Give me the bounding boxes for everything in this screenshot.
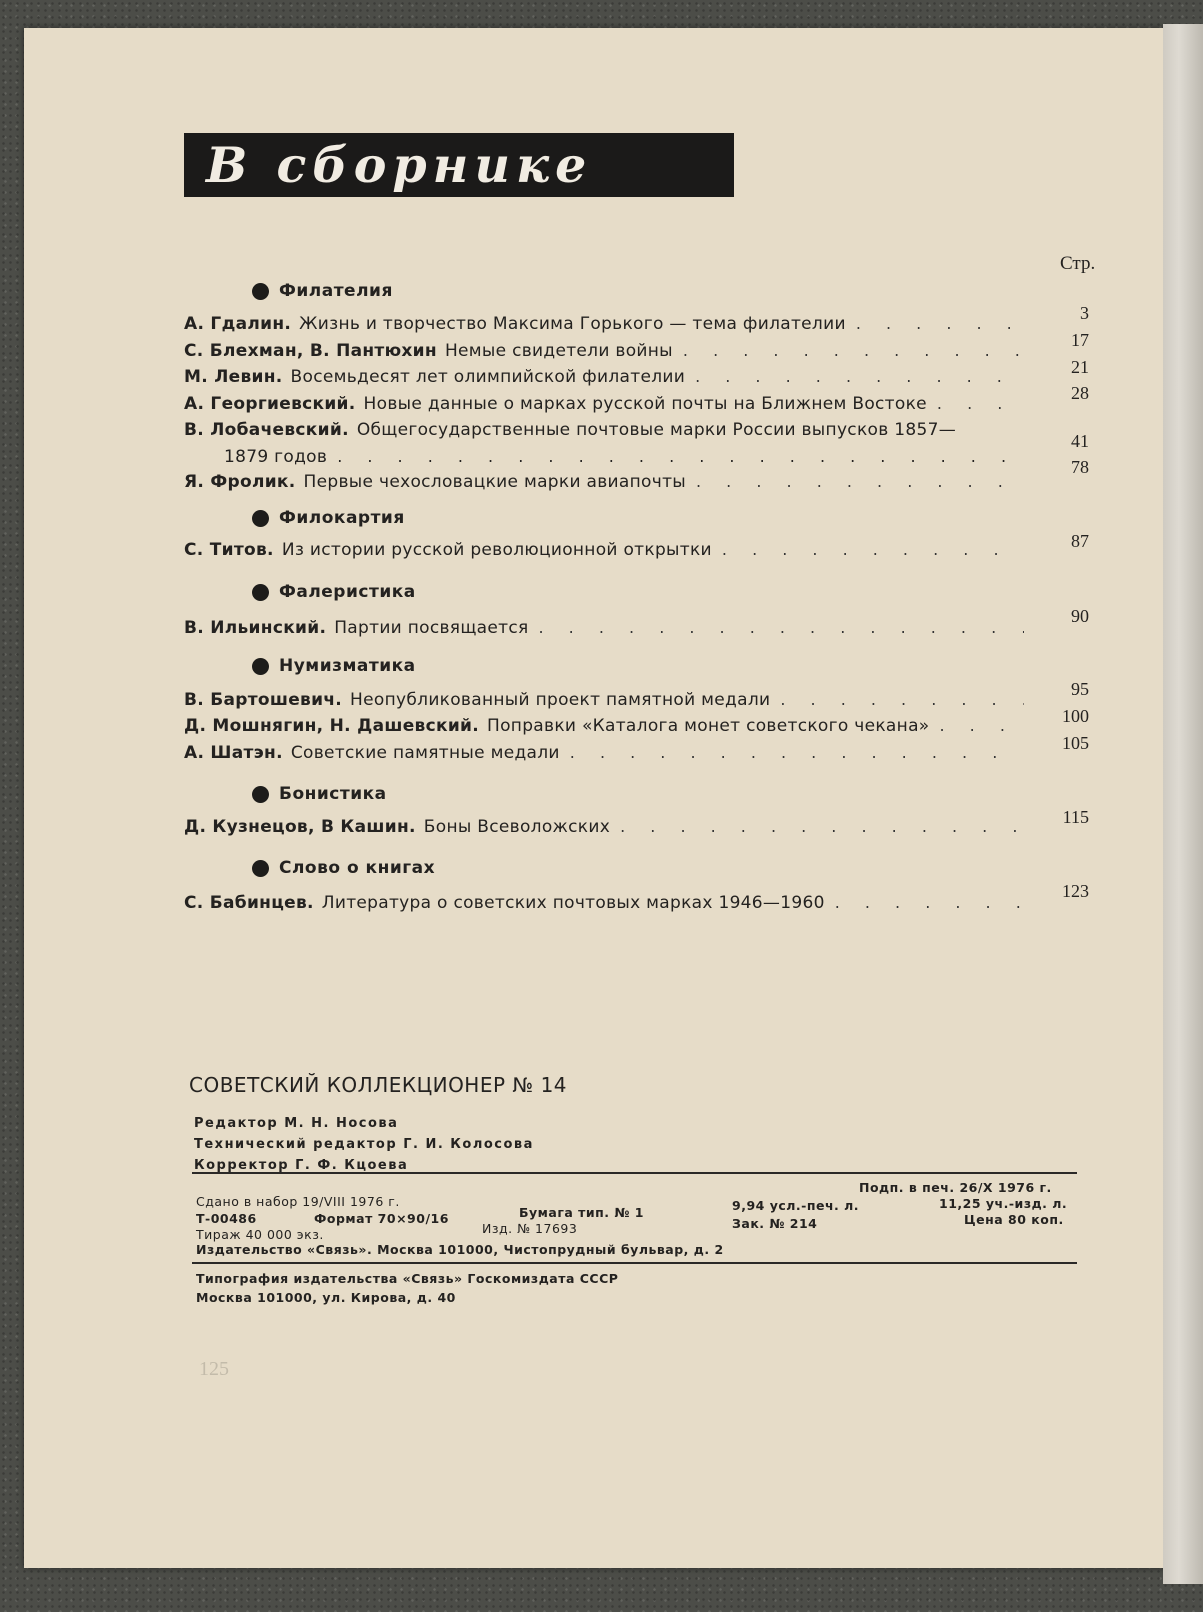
entry-author: А. Георгиевский.: [184, 394, 356, 414]
leader-dots: [835, 893, 1024, 912]
entry-author: Д. Кузнецов, В Кашин.: [184, 817, 416, 837]
leader-dots: [856, 314, 1024, 333]
entry-title: Партии посвящается: [334, 618, 529, 638]
entry-author: М. Левин.: [184, 367, 283, 387]
section-name: Филателия: [279, 281, 393, 301]
entry-page-number: 95: [1071, 679, 1089, 699]
leader-dots: [570, 743, 1024, 762]
divider-top: [192, 1172, 1077, 1174]
entry-page-number: 90: [1071, 606, 1089, 626]
section-heading: [252, 858, 435, 878]
entry-title: Немые свидетели войны: [444, 341, 673, 361]
section-heading: [252, 508, 405, 528]
bullet-icon: [252, 283, 269, 300]
section-name: Бонистика: [279, 784, 387, 804]
section-name: Нумизматика: [279, 656, 416, 676]
leader-dots: [337, 447, 1024, 466]
entry-title: Боны Всеволожских: [423, 817, 611, 837]
section-name: Филокартия: [279, 508, 405, 528]
toc-entry: [184, 893, 1024, 913]
toc-entry: [184, 472, 1024, 492]
section-heading: [252, 281, 393, 301]
imprint-uch: 11,25 уч.-изд. л.: [939, 1196, 1068, 1211]
imprint-sdano: Сдано в набор 19/VIII 1976 г.: [196, 1194, 400, 1209]
toc-entry: [184, 394, 1024, 414]
entry-title: Новые данные о марках русской почты на Ближнем Востоке: [363, 394, 927, 414]
toc-entry: [184, 540, 1024, 560]
entry-author: А. Шатэн.: [184, 743, 283, 763]
entry-title: Неопубликованный проект памятной медали: [350, 690, 771, 710]
entry-title: Поправки «Каталога монет советского чекана»: [487, 716, 930, 736]
entry-title: Восемьдесят лет олимпийской филателии: [290, 367, 686, 387]
leader-dots: [683, 341, 1024, 360]
bullet-icon: [252, 860, 269, 877]
entry-page-number: 100: [1062, 706, 1089, 726]
entry-title: Из истории русской революционной открытки: [281, 540, 712, 560]
entry-author: А. Гдалин.: [184, 314, 292, 334]
bullet-icon: [252, 786, 269, 803]
entry-title: Первые чехословацкие марки авиапочты: [303, 472, 686, 492]
imprint-printer-line2: Москва 101000, ул. Кирова, д. 40: [196, 1290, 456, 1305]
next-page-edge: [1163, 24, 1203, 1584]
section-name: Фалеристика: [279, 582, 416, 602]
toc-entry-continuation: [224, 447, 1024, 467]
section-heading: [252, 582, 416, 602]
heading-banner: [184, 133, 734, 197]
imprint-publisher: Издательство «Связь». Москва 101000, Чистопрудный бульвар, д. 2: [196, 1242, 724, 1257]
leader-dots: [939, 716, 1024, 735]
toc-entry: [184, 743, 1024, 763]
imprint-t-code: Т-00486: [196, 1211, 257, 1226]
entry-title: Советские памятные медали: [290, 743, 560, 763]
credit-corrector: Корректор Г. Ф. Кцоева: [194, 1158, 409, 1173]
entry-page-number: 3: [1080, 303, 1089, 323]
entry-title: Жизнь и творчество Максима Горького — тема филателии: [299, 314, 846, 334]
entry-author: В. Бартошевич.: [184, 690, 343, 710]
imprint-tirazh: Тираж 40 000 экз.: [196, 1227, 324, 1242]
entry-title: Литература о советских почтовых марках 1946—1960: [321, 893, 825, 913]
series-title: СОВЕТСКИЙ КОЛЛЕКЦИОНЕР № 14: [189, 1073, 568, 1097]
imprint-usl: 9,94 усл.-печ. л.: [732, 1198, 860, 1213]
divider-bottom: [192, 1262, 1077, 1264]
entry-page-number: 21: [1071, 357, 1089, 377]
credit-tech-editor: Технический редактор Г. И. Колосова: [194, 1137, 534, 1152]
entry-page-number: 123: [1062, 881, 1089, 901]
section-heading: [252, 784, 387, 804]
entry-page-number: 17: [1071, 330, 1089, 350]
entry-page-number: 28: [1071, 383, 1089, 403]
entry-author: В. Ильинский.: [184, 618, 327, 638]
toc-entry: [184, 341, 1024, 361]
bullet-icon: [252, 584, 269, 601]
toc-entry: [184, 817, 1024, 837]
entry-page-number: 41: [1071, 431, 1089, 451]
leader-dots: [780, 690, 1024, 709]
entry-author: Д. Мошнягин, Н. Дашевский.: [184, 716, 479, 736]
entry-page-number: 78: [1071, 457, 1089, 477]
imprint-printer-line1: Типография издательства «Связь» Госкомиздата СССР: [196, 1271, 619, 1286]
entry-author: В. Лобачевский.: [184, 420, 349, 440]
entry-title-cont: 1879 годов: [224, 447, 328, 467]
entry-author: С. Блехман, В. Пантюхин: [184, 341, 437, 361]
entry-author: С. Бабинцев.: [184, 893, 314, 913]
page-column-label: Стр.: [1060, 253, 1096, 274]
toc-entry: [184, 314, 1024, 334]
document-page: [24, 28, 1169, 1568]
leader-dots: [620, 817, 1024, 836]
credit-editor: Редактор М. Н. Носова: [194, 1116, 399, 1131]
leader-dots: [539, 618, 1025, 637]
leader-dots: [695, 367, 1024, 386]
section-name: Слово о книгах: [279, 858, 436, 878]
credits-block: [194, 1113, 534, 1176]
bullet-icon: [252, 510, 269, 527]
entry-page-number: 105: [1062, 733, 1089, 753]
imprint-format: Формат 70×90/16: [314, 1211, 449, 1226]
section-heading: [252, 656, 416, 676]
entry-author: Я. Фролик.: [184, 472, 296, 492]
imprint-bumaga: Бумага тип. № 1: [519, 1205, 644, 1220]
toc-entry: [184, 716, 1024, 736]
toc-entry: [184, 618, 1024, 638]
leader-dots: [696, 472, 1024, 491]
entry-author: С. Титов.: [184, 540, 274, 560]
entry-page-number: 115: [1062, 807, 1089, 827]
faint-page-number: 125: [199, 1358, 229, 1380]
leader-dots: [937, 394, 1024, 413]
entry-title: Общегосударственные почтовые марки России выпусков 1857—: [356, 420, 957, 440]
imprint-tsena: Цена 80 коп.: [964, 1212, 1064, 1227]
entry-page-number: 87: [1071, 531, 1089, 551]
toc-entry: [184, 420, 1024, 440]
toc-entry: [184, 690, 1024, 710]
bullet-icon: [252, 658, 269, 675]
toc-entry: [184, 367, 1024, 387]
imprint-zak: Зак. № 214: [732, 1216, 818, 1231]
imprint-izd: Изд. № 17693: [482, 1221, 578, 1236]
imprint-podp: Подп. в печ. 26/X 1976 г.: [859, 1180, 1052, 1195]
leader-dots: [722, 540, 1024, 559]
page-title: В сборнике: [206, 136, 593, 194]
